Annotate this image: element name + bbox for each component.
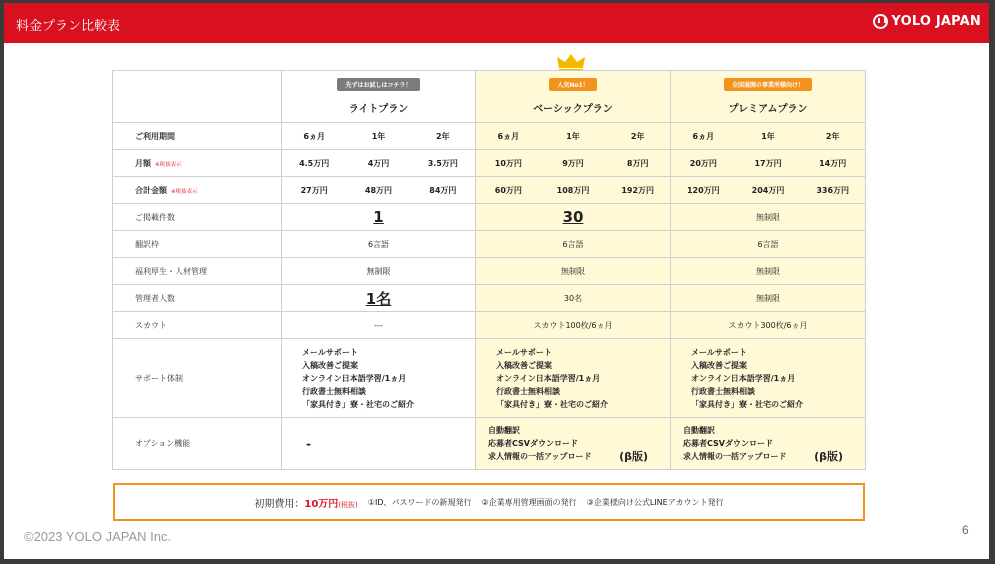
page-number: 6 (962, 523, 969, 537)
period-value: 1年 (371, 131, 386, 141)
period-value: 2年 (825, 131, 840, 141)
price-value: 10万円 (494, 158, 522, 168)
copyright: ©2023 YOLO JAPAN Inc. (24, 529, 172, 544)
period-value: 2年 (436, 131, 450, 141)
price-value: 9万円 (562, 158, 584, 168)
logo-text: YOLO JAPAN (891, 14, 981, 29)
row-label: 合計金額 (135, 185, 167, 195)
monthly-price-row (113, 150, 866, 177)
total-value: 48万円 (364, 185, 393, 195)
plan-badge: 人気No1！ (549, 78, 596, 91)
translation-value: 6言語 (476, 231, 671, 258)
period-value: 1年 (566, 131, 580, 141)
scout-value: スカウト300枚/6ヵ月 (671, 312, 866, 339)
list-item: メールサポート (691, 347, 747, 357)
row-label: 管理者人数 (113, 285, 282, 312)
tax-note: ※税抜表示 (155, 161, 182, 168)
support-list (282, 346, 475, 411)
period-value: 2年 (630, 131, 645, 141)
welfare-value: 無制限 (282, 258, 476, 285)
options-row (113, 418, 866, 470)
translation-row (113, 231, 866, 258)
total-value: 336万円 (816, 185, 850, 195)
list-item: 入稿改善ご提案 (496, 360, 552, 370)
row-label: ご掲載件数 (113, 204, 282, 231)
plan-name: ベーシックプラン (533, 104, 613, 115)
list-item: 応募者CSVダウンロード (683, 439, 773, 448)
initial-fee-tax: (税抜) (338, 500, 358, 509)
postings-value: 無制限 (671, 204, 866, 231)
list-item: 行政書士無料相談 (691, 386, 755, 396)
tax-note: ※税抜表示 (171, 188, 198, 195)
postings-row (113, 204, 866, 231)
plan-badge: 全国展開の事業所様向け！ (724, 78, 812, 91)
beta-label: (β版) (619, 450, 648, 463)
list-item: メールサポート (302, 347, 358, 357)
list-item: オンライン日本語学習/1ヵ月 (496, 373, 601, 383)
admins-row (113, 285, 866, 312)
admins-value: 無制限 (671, 285, 866, 312)
list-item: 行政書士無料相談 (302, 386, 366, 396)
support-list (671, 346, 865, 411)
translation-value: 6言語 (282, 231, 476, 258)
plan-header-row (113, 71, 866, 123)
period-value: 6ヵ月 (303, 131, 325, 141)
list-item: オンライン日本語学習/1ヵ月 (302, 373, 407, 383)
list-item: 求人情報の一括アップロード (683, 452, 787, 461)
total-value: 204万円 (751, 185, 785, 195)
slide (4, 3, 989, 559)
price-value: 4.5万円 (299, 158, 330, 168)
list-item: 行政書士無料相談 (496, 386, 560, 396)
list-item: オンライン日本語学習/1ヵ月 (691, 373, 796, 383)
list-item: 自動翻訳 (683, 426, 715, 435)
initial-fee-box (113, 483, 865, 521)
list-item: 自動翻訳 (488, 426, 520, 435)
admins-value: 30名 (476, 285, 671, 312)
initial-fee-item: ①ID、パスワードの新規発行 (367, 497, 472, 507)
brand-logo (873, 14, 981, 29)
total-value: 120万円 (686, 185, 720, 195)
initial-fee-item: ②企業専用管理画面の発行 (481, 497, 577, 507)
row-label: 月額 (135, 158, 151, 168)
support-row (113, 339, 866, 418)
scout-value: --- (282, 312, 476, 339)
price-value: 3.5万円 (427, 158, 458, 168)
list-item: 求人情報の一括アップロード (488, 452, 592, 461)
plan-badge: 先ずはお試しはコチラ！ (337, 78, 419, 91)
period-value: 1年 (761, 131, 775, 141)
row-label: 福利厚生・人材管理 (113, 258, 282, 285)
options-list (488, 424, 591, 463)
scout-row (113, 312, 866, 339)
initial-fee-label: 初期費用： (254, 498, 305, 510)
price-value: 8万円 (626, 158, 649, 168)
period-value: 6ヵ月 (497, 131, 520, 141)
list-item: 応募者CSVダウンロード (488, 439, 578, 448)
plan-header-basic (476, 71, 671, 123)
beta-label: (β版) (814, 450, 843, 463)
options-list (683, 424, 786, 463)
price-value: 17万円 (754, 158, 782, 168)
scout-value: スカウト100枚/6ヵ月 (476, 312, 671, 339)
row-label: スカウト (113, 312, 282, 339)
list-item: 「家具付き」寮・社宅のご紹介 (496, 399, 608, 409)
total-value: 27万円 (300, 185, 328, 195)
price-value: 14万円 (819, 158, 847, 168)
row-label: 翻訳枠 (113, 231, 282, 258)
plan-header-premium (671, 71, 866, 123)
welfare-value: 無制限 (671, 258, 866, 285)
list-item: 入稿改善ご提案 (691, 360, 747, 370)
period-row (113, 123, 866, 150)
welfare-row (113, 258, 866, 285)
total-value: 108万円 (556, 185, 590, 195)
row-label: ご利用期間 (113, 123, 282, 150)
row-label: サポート体制 (113, 339, 282, 418)
total-price-row (113, 177, 866, 204)
yolo-logo-icon (873, 14, 888, 29)
welfare-value: 無制限 (476, 258, 671, 285)
list-item: 「家具付き」寮・社宅のご紹介 (302, 399, 414, 409)
options-value: - (282, 418, 476, 470)
total-value: 192万円 (621, 185, 655, 195)
postings-value: 30 (562, 208, 584, 226)
admins-value: 1名 (365, 289, 392, 308)
plan-header-light (282, 71, 476, 123)
postings-value: 1 (373, 208, 384, 226)
support-list (476, 346, 670, 411)
list-item: 「家具付き」寮・社宅のご紹介 (691, 399, 803, 409)
initial-fee-price: 10万円 (304, 498, 339, 510)
plan-name: ライトプラン (348, 104, 409, 115)
page-title: 料金プラン比較表 (16, 19, 121, 34)
empty-corner-cell (113, 71, 282, 123)
total-value: 60万円 (494, 185, 522, 195)
translation-value: 6言語 (671, 231, 866, 258)
list-item: 入稿改善ご提案 (302, 360, 358, 370)
row-label: オプション機能 (113, 418, 282, 470)
header-bar (4, 3, 989, 43)
period-value: 6ヵ月 (692, 131, 715, 141)
plan-name: プレミアムプラン (728, 104, 808, 115)
list-item: メールサポート (496, 347, 552, 357)
price-value: 4万円 (367, 158, 390, 168)
plan-comparison-table (112, 70, 866, 470)
price-value: 20万円 (689, 158, 717, 168)
total-value: 84万円 (429, 185, 457, 195)
initial-fee-item: ③企業様向け公式LINEアカウント発行 (586, 497, 724, 507)
